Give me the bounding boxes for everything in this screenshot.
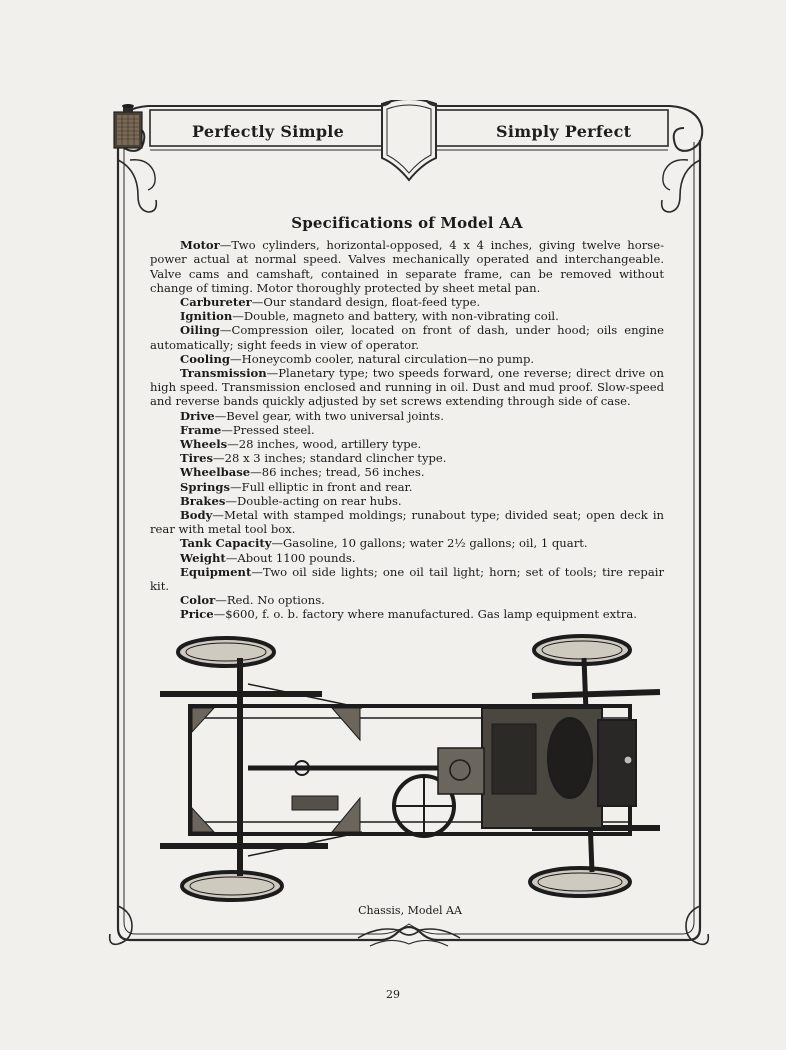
spec-label: Equipment xyxy=(180,564,252,579)
page-title: Specifications of Model AA xyxy=(291,214,523,232)
spec-text: —Compression oiler, located on front of dash, under hood; oils engine automatically; sight feeds in view of operator. xyxy=(150,323,664,352)
spec-item xyxy=(150,295,664,309)
spec-item xyxy=(150,352,664,366)
spec-label: Carbureter xyxy=(180,295,252,310)
spec-label: Weight xyxy=(180,550,226,565)
spec-label: Ignition xyxy=(180,309,233,324)
spec-list xyxy=(150,238,664,621)
spec-label: Frame xyxy=(180,422,222,437)
spec-text: —28 x 3 inches; standard clincher type. xyxy=(213,451,447,466)
spec-item xyxy=(150,323,664,351)
spec-text: —Full elliptic in front and rear. xyxy=(230,479,413,494)
spec-label: Motor xyxy=(180,238,220,253)
spec-label: Transmission xyxy=(180,366,267,381)
spec-item xyxy=(150,593,664,607)
spec-item xyxy=(150,437,664,451)
spec-label: Springs xyxy=(180,479,231,494)
spec-text: —Red. No options. xyxy=(215,593,325,608)
spec-item xyxy=(150,551,664,565)
spec-item xyxy=(150,423,664,437)
spec-label: Brakes xyxy=(180,493,226,508)
spec-text: —Double-acting on rear hubs. xyxy=(225,493,402,508)
spec-text: —Two oil side lights; one oil tail light; horn; set of tools; tire repair kit. xyxy=(150,564,664,594)
spec-item xyxy=(150,409,664,423)
page-number: 29 xyxy=(386,988,400,1001)
spec-label: Price xyxy=(180,607,214,622)
spec-item xyxy=(150,494,664,508)
spec-label: Drive xyxy=(180,408,215,423)
spec-label: Tires xyxy=(180,451,214,466)
spec-item xyxy=(150,607,664,621)
spec-label: Oiling xyxy=(180,323,220,338)
motto-left: Perfectly Simple xyxy=(192,122,345,141)
spec-item xyxy=(150,238,664,295)
radiator-emblem-icon xyxy=(108,100,148,156)
spec-text: —Gasoline, 10 gallons; water 2½ gallons; oil, 1 quart. xyxy=(271,536,588,551)
spec-text: —Metal with stamped moldings; runabout type; divided seat; open deck in rear with metal tool box. xyxy=(150,508,664,537)
spec-label: Tank Capacity xyxy=(180,536,272,551)
spec-item xyxy=(150,508,664,536)
motto-right: Simply Perfect xyxy=(496,122,632,141)
spec-text: —Pressed steel. xyxy=(221,422,315,437)
spec-item xyxy=(150,465,664,479)
spec-text: —About 1100 pounds. xyxy=(225,550,356,565)
spec-text: —$600, f. o. b. factory where manufactured. Gas lamp equipment extra. xyxy=(213,607,637,622)
spec-item xyxy=(150,366,664,409)
spec-label: Cooling xyxy=(180,351,231,366)
spec-text: —86 inches; tread, 56 inches. xyxy=(250,465,425,480)
spec-text: —Two cylinders, horizontal-opposed, 4 x 4 inches, giving twelve horse-power actual at normal speed. Valves mechanically operated and interchangeable. Valve cams and camshaft, contained in separate frame, can be removed without change of timing. Motor thoroughly protected by sheet metal pan. xyxy=(150,238,664,295)
spec-item xyxy=(150,451,664,465)
spec-label: Color xyxy=(180,593,216,608)
specifications-section xyxy=(150,216,664,622)
spec-item xyxy=(150,480,664,494)
spec-label: Body xyxy=(180,508,213,523)
spec-text: —Bevel gear, with two universal joints. xyxy=(214,408,444,423)
spec-label: Wheels xyxy=(180,437,228,452)
spec-item xyxy=(150,536,664,550)
figure-caption: Chassis, Model AA xyxy=(358,904,462,917)
spec-text: —Double, magneto and battery, with non-vibrating coil. xyxy=(232,309,559,324)
spec-item xyxy=(150,309,664,323)
spec-text: —Honeycomb cooler, natural circulation—no pump. xyxy=(230,351,535,366)
spec-text: —28 inches, wood, artillery type. xyxy=(227,437,422,452)
spec-label: Wheelbase xyxy=(180,465,251,480)
spec-text: —Planetary type; two speeds forward, one reverse; direct drive on high speed. Transmission enclosed and running in oil. Dust and mud proof. Slow-speed and reverse bands quickly adjusted by set screws extending through side of case. xyxy=(150,366,664,409)
spec-item xyxy=(150,565,664,593)
chassis-photo xyxy=(152,628,672,908)
spec-text: —Our standard design, float-feed type. xyxy=(251,295,481,310)
